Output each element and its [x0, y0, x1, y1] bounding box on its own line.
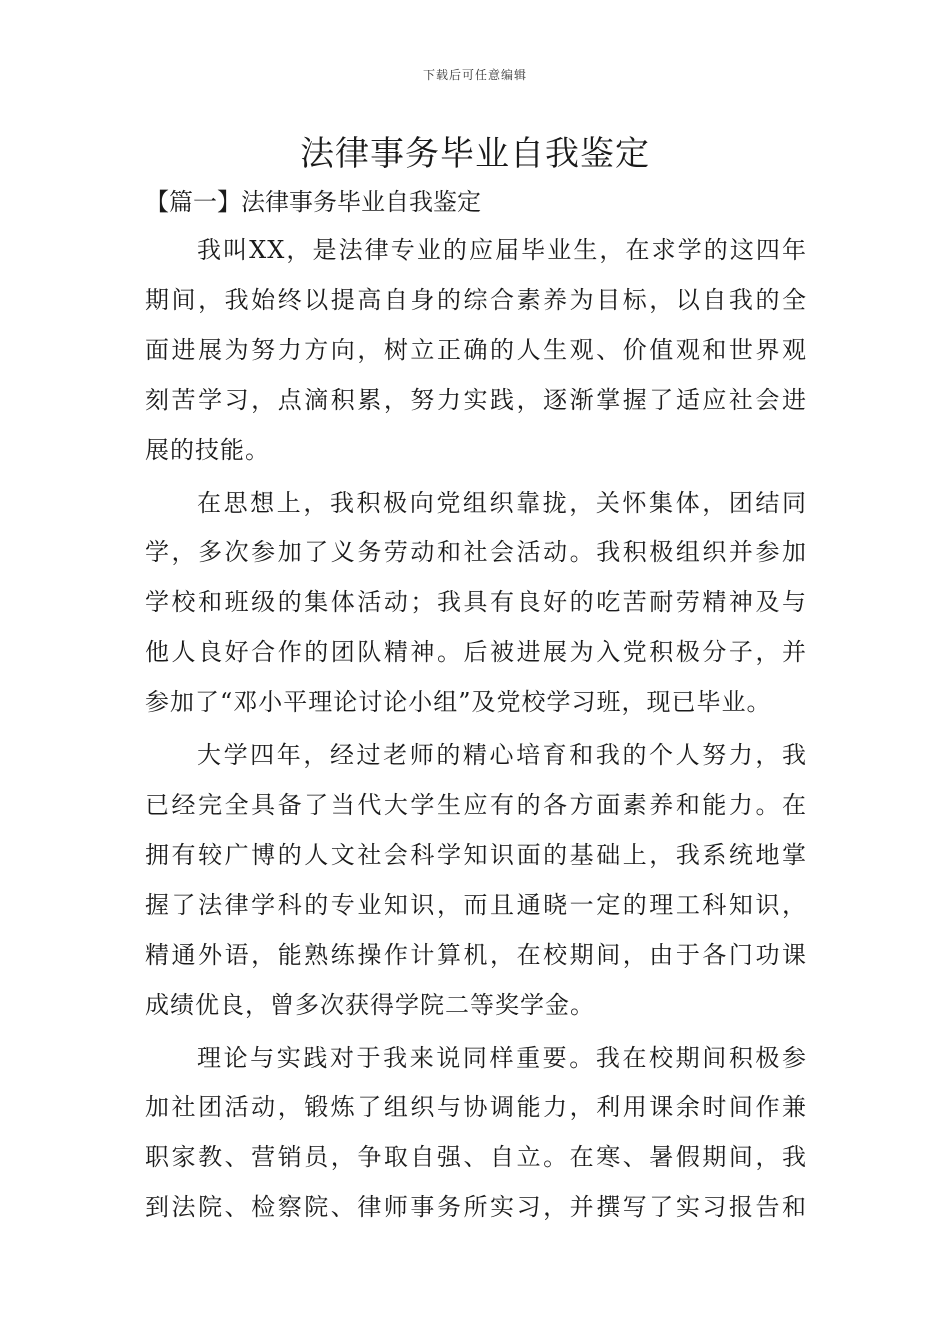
paragraph-line: 到法院、检察院、律师事务所实习，并撰写了实习报告和 [145, 1193, 807, 1222]
paragraph-2 [145, 479, 807, 729]
paragraph-line: 学，多次参加了义务劳动和社会活动。我积极组织并参加 [145, 538, 807, 567]
paragraph-line: 期间，我始终以提高自身的综合素养为目标，以自我的全 [145, 285, 807, 314]
header-note: 下载后可任意编辑 [422, 68, 527, 82]
paragraph-line: 精通外语，能熟练操作计算机，在校期间，由于各门功课 [145, 940, 807, 969]
paragraph-line: 拥有较广博的人文社会科学知识面的基础上，我系统地掌 [145, 840, 807, 869]
paragraph-line: 职家教、营销员，争取自强、自立。在寒、暑假期间，我 [145, 1143, 807, 1172]
paragraph-line: 握了法律学科的专业知识，而且通晓一定的理工科知识， [145, 890, 807, 919]
paragraph-line: 我叫XX，是法律专业的应届毕业生，在求学的这四年 [197, 236, 807, 264]
document-body [145, 226, 807, 1236]
paragraph-line: 面进展为努力方向，树立正确的人生观、价值观和世界观 [145, 335, 807, 364]
paragraph-line: 加社团活动，锻炼了组织与协调能力，利用课余时间作兼 [145, 1093, 807, 1122]
paragraph-line: 理论与实践对于我来说同样重要。我在校期间积极参 [197, 1043, 807, 1072]
paragraph-line: 大学四年，经过老师的精心培育和我的个人努力，我 [197, 741, 807, 770]
paragraph-3 [145, 731, 807, 1030]
paragraph-line: 已经完全具备了当代大学生应有的各方面素养和能力。在 [145, 790, 807, 819]
paragraph-1 [145, 226, 807, 476]
section-heading: 【篇一】法律事务毕业自我鉴定 [145, 188, 481, 216]
paragraph-line: 刻苦学习，点滴积累，努力实践，逐渐掌握了适应社会进 [145, 385, 807, 414]
paragraph-line: 参加了“邓小平理论讨论小组”及党校学习班，现已毕业。 [145, 688, 772, 717]
paragraph-line: 成绩优良，曾多次获得学院二等奖学金。 [145, 990, 595, 1019]
document-title: 法律事务毕业自我鉴定 [300, 134, 650, 174]
paragraph-line: 他人良好合作的团队精神。后被进展为入党积极分子，并 [145, 638, 807, 667]
paragraph-line: 学校和班级的集体活动；我具有良好的吃苦耐劳精神及与 [145, 588, 807, 617]
paragraph-line: 在思想上，我积极向党组织靠拢，关怀集体，团结同 [197, 488, 807, 517]
paragraph-4 [145, 1034, 807, 1234]
paragraph-line: 展的技能。 [145, 435, 270, 464]
